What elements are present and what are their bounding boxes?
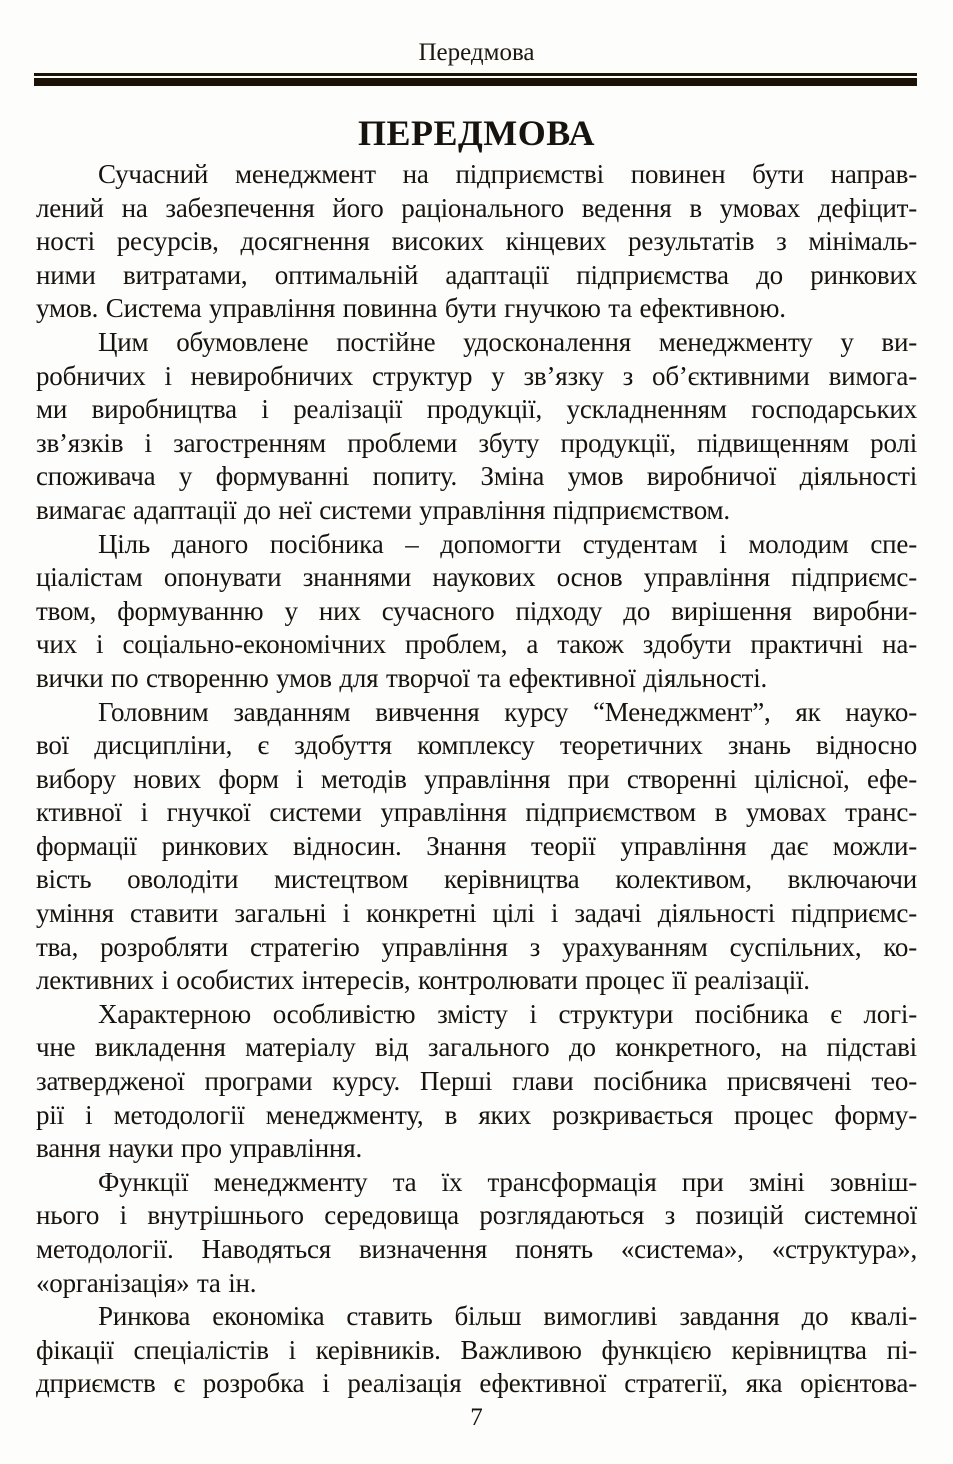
- paragraph: [36, 326, 917, 528]
- text-line: формації ринкових відносин. Знання теорії управління дає можли-: [36, 830, 917, 861]
- text-line: вички по створенню умов для творчої та ефективної діяльності.: [36, 662, 768, 693]
- text-line: Цим обумовлене постійне удосконалення менеджменту у ви-: [98, 326, 917, 357]
- text-line: умов. Система управління повинна бути гнучкою та ефективною.: [36, 293, 786, 324]
- text-line: уміння ставити загальні і конкретні цілі і задачі діяльності підприємс-: [36, 898, 917, 929]
- text-line: Сучасний менеджмент на підприємстві повинен бути направ-: [98, 159, 917, 189]
- paragraph: [36, 158, 917, 326]
- page-number: 7: [470, 1404, 483, 1431]
- text-line: чне викладення матеріалу від загального до конкретного, на підставі: [36, 1032, 917, 1063]
- text-line: робничих і невиробничих структур у зв’язку з об’єктивними вимога-: [36, 360, 917, 391]
- page-title: ПЕРЕДМОВА: [357, 113, 595, 153]
- paragraph: [36, 1300, 917, 1401]
- text-line: тва, розробляти стратегію управління з урахуванням суспільних, ко-: [36, 931, 917, 962]
- text-line: вимагає адаптації до неї системи управління підприємством.: [36, 494, 730, 525]
- text-line: «організація» та ін.: [36, 1267, 257, 1298]
- text-line: методології. Наводяться визначення понять «система», «структура»,: [36, 1234, 917, 1264]
- divider-thin-line: [34, 73, 917, 76]
- text-line: чих і соціально-економічних проблем, а також здобути практичні на-: [36, 629, 917, 660]
- text-line: Ціль даного посібника – допомогти студентам і молодим спе-: [98, 528, 917, 559]
- text-line: зв’язків і загостренням проблеми збуту продукції, підвищенням ролі: [36, 427, 917, 458]
- text-line: фікації спеціалістів і керівників. Важливою функцією керівництва пі-: [36, 1334, 917, 1365]
- header-divider: [34, 73, 917, 86]
- text-line: Ринкова економіка ставить більш вимогливі завдання до квалі-: [98, 1301, 917, 1332]
- text-line: вої дисципліни, є здобуття комплексу теоретичних знань відносно: [36, 730, 917, 761]
- text-line: вання науки про управління.: [36, 1133, 362, 1164]
- divider-thick-line: [34, 78, 917, 86]
- body-text: [36, 158, 917, 1401]
- text-line: лений на забезпечення його раціонального ведення в умовах дефіцит-: [36, 192, 917, 223]
- text-line: ності ресурсів, досягнення високих кінцевих результатів з мінімаль-: [36, 226, 917, 257]
- text-line: вибору нових форм і методів управління при створенні цілісної, ефе-: [36, 763, 917, 794]
- text-line: ктивної і гнучкої системи управління підприємством в умовах транс-: [36, 797, 917, 828]
- text-line: нього і внутрішнього середовища розглядаються з позицій системної: [36, 1200, 917, 1231]
- text-line: споживача у формуванні попиту. Зміна умов виробничої діяльності: [36, 461, 917, 492]
- paragraph: [36, 528, 917, 696]
- text-line: ними витратами, оптимальній адаптації підприємства до ринкових: [36, 259, 917, 290]
- text-line: ціалістам опонувати знаннями наукових основ управління підприємс-: [36, 562, 917, 593]
- text-line: Головним завданням вивчення курсу “Менеджмент”, як науко-: [98, 696, 917, 727]
- text-line: лективних і особистих інтересів, контролювати процес її реалізації.: [36, 965, 810, 996]
- paragraph: [36, 1166, 917, 1300]
- running-head: Передмова: [418, 39, 535, 66]
- text-line: твом, формуванню у них сучасного підходу до вирішення виробни-: [36, 595, 917, 626]
- text-line: дприємств є розробка і реалізація ефективної стратегії, яка орієнтова-: [36, 1368, 917, 1399]
- text-line: вість оволодіти мистецтвом керівництва колективом, включаючи: [36, 864, 917, 895]
- text-line: Функції менеджменту та їх трансформація при зміні зовніш-: [98, 1166, 917, 1197]
- paragraph: [36, 998, 917, 1166]
- text-line: рії і методології менеджменту, в яких розкривається процес форму-: [36, 1099, 917, 1130]
- text-line: ми виробництва і реалізації продукції, ускладненням господарських: [36, 394, 917, 425]
- paragraph: [36, 696, 917, 998]
- text-line: Характерною особливістю змісту і структури посібника є логі-: [98, 998, 917, 1029]
- text-line: затвердженої програми курсу. Перші глави посібника присвячені тео-: [36, 1066, 917, 1097]
